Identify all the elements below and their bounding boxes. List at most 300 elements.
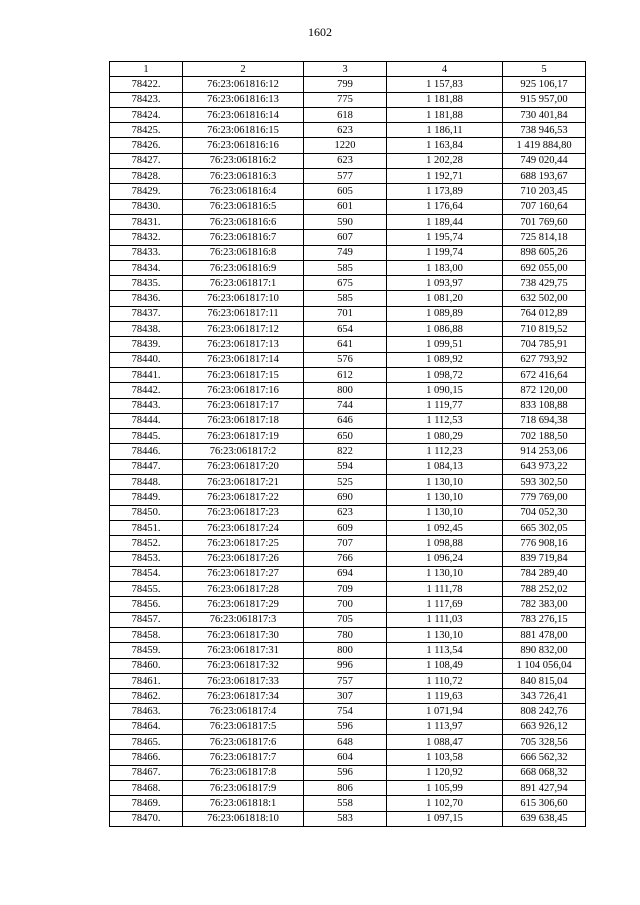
cadastral-number-cell: 76:23:061817:14: [183, 352, 304, 367]
table-row: [110, 383, 586, 398]
unit-value-cell: 1 130,10: [387, 505, 503, 520]
cadastral-value-cell: 639 638,45: [503, 811, 586, 826]
unit-value-cell: 1 092,45: [387, 520, 503, 535]
table-row: [110, 643, 586, 658]
table-row: [110, 77, 586, 92]
cadastral-number-cell: 76:23:061816:8: [183, 245, 304, 260]
table-row: [110, 704, 586, 719]
unit-value-cell: 1 120,92: [387, 765, 503, 780]
area-cell: 609: [304, 520, 387, 535]
area-cell: 694: [304, 566, 387, 581]
row-number-cell: 78441.: [110, 367, 183, 382]
column-header-5: 5: [503, 62, 586, 77]
row-number-cell: 78454.: [110, 566, 183, 581]
cadastral-value-cell: 1 104 056,04: [503, 658, 586, 673]
row-number-cell: 78464.: [110, 719, 183, 734]
unit-value-cell: 1 084,13: [387, 459, 503, 474]
row-number-cell: 78463.: [110, 704, 183, 719]
area-cell: 604: [304, 750, 387, 765]
unit-value-cell: 1 088,47: [387, 735, 503, 750]
unit-value-cell: 1 117,69: [387, 597, 503, 612]
cadastral-value-cell: 710 203,45: [503, 184, 586, 199]
cadastral-value-cell: 840 815,04: [503, 673, 586, 688]
row-number-cell: 78423.: [110, 92, 183, 107]
unit-value-cell: 1 186,11: [387, 123, 503, 138]
area-cell: 744: [304, 398, 387, 413]
cadastral-value-cell: 1 419 884,80: [503, 138, 586, 153]
table-row: [110, 444, 586, 459]
unit-value-cell: 1 097,15: [387, 811, 503, 826]
cadastral-number-cell: 76:23:061816:16: [183, 138, 304, 153]
unit-value-cell: 1 089,89: [387, 306, 503, 321]
cadastral-value-cell: 672 416,64: [503, 367, 586, 382]
unit-value-cell: 1 130,10: [387, 475, 503, 490]
row-number-cell: 78428.: [110, 169, 183, 184]
cadastral-number-cell: 76:23:061817:34: [183, 689, 304, 704]
cadastral-value-cell: 704 052,30: [503, 505, 586, 520]
cadastral-number-cell: 76:23:061817:9: [183, 780, 304, 795]
table-row: [110, 490, 586, 505]
cadastral-value-cell: 839 719,84: [503, 551, 586, 566]
unit-value-cell: 1 111,03: [387, 612, 503, 627]
cadastral-value-cell: 593 302,50: [503, 475, 586, 490]
row-number-cell: 78432.: [110, 230, 183, 245]
area-cell: 596: [304, 765, 387, 780]
unit-value-cell: 1 099,51: [387, 337, 503, 352]
row-number-cell: 78437.: [110, 306, 183, 321]
cadastral-value-table: [109, 61, 586, 827]
area-cell: 1220: [304, 138, 387, 153]
cadastral-value-cell: 710 819,52: [503, 322, 586, 337]
area-cell: 996: [304, 658, 387, 673]
cadastral-number-cell: 76:23:061817:12: [183, 322, 304, 337]
area-cell: 806: [304, 780, 387, 795]
cadastral-number-cell: 76:23:061817:21: [183, 475, 304, 490]
column-header-4: 4: [387, 62, 503, 77]
cadastral-number-cell: 76:23:061817:10: [183, 291, 304, 306]
area-cell: 607: [304, 230, 387, 245]
unit-value-cell: 1 189,44: [387, 214, 503, 229]
unit-value-cell: 1 112,53: [387, 413, 503, 428]
cadastral-number-cell: 76:23:061816:15: [183, 123, 304, 138]
unit-value-cell: 1 105,99: [387, 780, 503, 795]
cadastral-number-cell: 76:23:061817:1: [183, 276, 304, 291]
cadastral-value-cell: 898 605,26: [503, 245, 586, 260]
cadastral-number-cell: 76:23:061817:22: [183, 490, 304, 505]
area-cell: 675: [304, 276, 387, 291]
cadastral-number-cell: 76:23:061816:7: [183, 230, 304, 245]
row-number-cell: 78457.: [110, 612, 183, 627]
row-number-cell: 78459.: [110, 643, 183, 658]
area-cell: 648: [304, 735, 387, 750]
area-cell: 700: [304, 597, 387, 612]
area-cell: 766: [304, 551, 387, 566]
row-number-cell: 78451.: [110, 520, 183, 535]
area-cell: 641: [304, 337, 387, 352]
cadastral-value-cell: 782 383,00: [503, 597, 586, 612]
row-number-cell: 78424.: [110, 107, 183, 122]
table-row: [110, 796, 586, 811]
cadastral-value-cell: 779 769,00: [503, 490, 586, 505]
area-cell: 594: [304, 459, 387, 474]
cadastral-value-cell: 738 429,75: [503, 276, 586, 291]
unit-value-cell: 1 192,71: [387, 169, 503, 184]
unit-value-cell: 1 086,88: [387, 322, 503, 337]
cadastral-value-cell: 666 562,32: [503, 750, 586, 765]
table-row: [110, 780, 586, 795]
table-row: [110, 337, 586, 352]
row-number-cell: 78453.: [110, 551, 183, 566]
row-number-cell: 78439.: [110, 337, 183, 352]
area-cell: 601: [304, 199, 387, 214]
cadastral-number-cell: 76:23:061817:27: [183, 566, 304, 581]
cadastral-value-cell: 702 188,50: [503, 429, 586, 444]
unit-value-cell: 1 130,10: [387, 490, 503, 505]
area-cell: 612: [304, 367, 387, 382]
area-cell: 701: [304, 306, 387, 321]
table-row: [110, 214, 586, 229]
cadastral-number-cell: 76:23:061818:10: [183, 811, 304, 826]
unit-value-cell: 1 113,54: [387, 643, 503, 658]
row-number-cell: 78444.: [110, 413, 183, 428]
cadastral-value-cell: 925 106,17: [503, 77, 586, 92]
row-number-cell: 78427.: [110, 153, 183, 168]
table-row: [110, 413, 586, 428]
row-number-cell: 78467.: [110, 765, 183, 780]
table-header: [110, 62, 586, 77]
row-number-cell: 78446.: [110, 444, 183, 459]
table-row: [110, 245, 586, 260]
row-number-cell: 78465.: [110, 735, 183, 750]
unit-value-cell: 1 089,92: [387, 352, 503, 367]
cadastral-number-cell: 76:23:061816:2: [183, 153, 304, 168]
area-cell: 618: [304, 107, 387, 122]
table-row: [110, 719, 586, 734]
table-row: [110, 551, 586, 566]
cadastral-number-cell: 76:23:061817:17: [183, 398, 304, 413]
header-row: [110, 62, 586, 77]
cadastral-value-cell: 872 120,00: [503, 383, 586, 398]
cadastral-value-cell: 704 785,91: [503, 337, 586, 352]
table-row: [110, 429, 586, 444]
row-number-cell: 78466.: [110, 750, 183, 765]
cadastral-number-cell: 76:23:061817:7: [183, 750, 304, 765]
unit-value-cell: 1 111,78: [387, 582, 503, 597]
row-number-cell: 78458.: [110, 627, 183, 642]
row-number-cell: 78422.: [110, 77, 183, 92]
row-number-cell: 78426.: [110, 138, 183, 153]
cadastral-number-cell: 76:23:061817:31: [183, 643, 304, 658]
row-number-cell: 78429.: [110, 184, 183, 199]
cadastral-value-cell: 749 020,44: [503, 153, 586, 168]
unit-value-cell: 1 202,28: [387, 153, 503, 168]
table-row: [110, 673, 586, 688]
cadastral-value-cell: 707 160,64: [503, 199, 586, 214]
cadastral-number-cell: 76:23:061817:24: [183, 520, 304, 535]
row-number-cell: 78448.: [110, 475, 183, 490]
cadastral-value-cell: 776 908,16: [503, 536, 586, 551]
page-number: 1602: [308, 25, 332, 39]
row-number-cell: 78449.: [110, 490, 183, 505]
unit-value-cell: 1 130,10: [387, 566, 503, 581]
cadastral-value-cell: 784 289,40: [503, 566, 586, 581]
cadastral-number-cell: 76:23:061817:5: [183, 719, 304, 734]
table-row: [110, 306, 586, 321]
unit-value-cell: 1 098,72: [387, 367, 503, 382]
cadastral-number-cell: 76:23:061817:11: [183, 306, 304, 321]
unit-value-cell: 1 183,00: [387, 260, 503, 275]
cadastral-number-cell: 76:23:061817:4: [183, 704, 304, 719]
row-number-cell: 78469.: [110, 796, 183, 811]
area-cell: 650: [304, 429, 387, 444]
cadastral-number-cell: 76:23:061817:30: [183, 627, 304, 642]
cadastral-number-cell: 76:23:061817:29: [183, 597, 304, 612]
table-row: [110, 107, 586, 122]
area-cell: 749: [304, 245, 387, 260]
unit-value-cell: 1 103,58: [387, 750, 503, 765]
cadastral-number-cell: 76:23:061817:3: [183, 612, 304, 627]
unit-value-cell: 1 199,74: [387, 245, 503, 260]
unit-value-cell: 1 093,97: [387, 276, 503, 291]
cadastral-number-cell: 76:23:061816:4: [183, 184, 304, 199]
table-row: [110, 291, 586, 306]
area-cell: 623: [304, 153, 387, 168]
area-cell: 596: [304, 719, 387, 734]
column-header-1: 1: [110, 62, 183, 77]
area-cell: 654: [304, 322, 387, 337]
cadastral-number-cell: 76:23:061816:5: [183, 199, 304, 214]
cadastral-value-cell: 808 242,76: [503, 704, 586, 719]
cadastral-value-cell: 914 253,06: [503, 444, 586, 459]
cadastral-value-cell: 891 427,94: [503, 780, 586, 795]
row-number-cell: 78433.: [110, 245, 183, 260]
table-row: [110, 735, 586, 750]
unit-value-cell: 1 157,83: [387, 77, 503, 92]
area-cell: 705: [304, 612, 387, 627]
area-cell: 307: [304, 689, 387, 704]
table-row: [110, 750, 586, 765]
row-number-cell: 78445.: [110, 429, 183, 444]
cadastral-value-cell: 783 276,15: [503, 612, 586, 627]
table-row: [110, 352, 586, 367]
unit-value-cell: 1 173,89: [387, 184, 503, 199]
area-cell: 757: [304, 673, 387, 688]
table-row: [110, 92, 586, 107]
column-header-3: 3: [304, 62, 387, 77]
table-row: [110, 536, 586, 551]
unit-value-cell: 1 110,72: [387, 673, 503, 688]
cadastral-number-cell: 76:23:061817:20: [183, 459, 304, 474]
cadastral-number-cell: 76:23:061816:9: [183, 260, 304, 275]
cadastral-value-cell: 788 252,02: [503, 582, 586, 597]
cadastral-value-cell: 890 832,00: [503, 643, 586, 658]
cadastral-number-cell: 76:23:061816:6: [183, 214, 304, 229]
table-row: [110, 322, 586, 337]
row-number-cell: 78443.: [110, 398, 183, 413]
area-cell: 558: [304, 796, 387, 811]
cadastral-number-cell: 76:23:061816:13: [183, 92, 304, 107]
cadastral-value-cell: 725 814,18: [503, 230, 586, 245]
row-number-cell: 78462.: [110, 689, 183, 704]
table-row: [110, 459, 586, 474]
row-number-cell: 78434.: [110, 260, 183, 275]
table-row: [110, 612, 586, 627]
cadastral-number-cell: 76:23:061817:8: [183, 765, 304, 780]
unit-value-cell: 1 181,88: [387, 92, 503, 107]
cadastral-value-cell: 632 502,00: [503, 291, 586, 306]
table-row: [110, 566, 586, 581]
area-cell: 800: [304, 643, 387, 658]
cadastral-value-cell: 764 012,89: [503, 306, 586, 321]
area-cell: 780: [304, 627, 387, 642]
unit-value-cell: 1 098,88: [387, 536, 503, 551]
row-number-cell: 78450.: [110, 505, 183, 520]
cadastral-value-cell: 701 769,60: [503, 214, 586, 229]
cadastral-number-cell: 76:23:061817:15: [183, 367, 304, 382]
unit-value-cell: 1 081,20: [387, 291, 503, 306]
row-number-cell: 78442.: [110, 383, 183, 398]
cadastral-number-cell: 76:23:061817:26: [183, 551, 304, 566]
table-row: [110, 230, 586, 245]
unit-value-cell: 1 176,64: [387, 199, 503, 214]
unit-value-cell: 1 113,97: [387, 719, 503, 734]
cadastral-number-cell: 76:23:061817:16: [183, 383, 304, 398]
table-row: [110, 689, 586, 704]
row-number-cell: 78431.: [110, 214, 183, 229]
row-number-cell: 78456.: [110, 597, 183, 612]
unit-value-cell: 1 071,94: [387, 704, 503, 719]
table-row: [110, 184, 586, 199]
cadastral-value-cell: 692 055,00: [503, 260, 586, 275]
table-row: [110, 123, 586, 138]
unit-value-cell: 1 181,88: [387, 107, 503, 122]
cadastral-value-cell: 343 726,41: [503, 689, 586, 704]
cadastral-number-cell: 76:23:061817:33: [183, 673, 304, 688]
unit-value-cell: 1 195,74: [387, 230, 503, 245]
table-row: [110, 597, 586, 612]
row-number-cell: 78460.: [110, 658, 183, 673]
table-row: [110, 367, 586, 382]
area-cell: 590: [304, 214, 387, 229]
cadastral-value-cell: 668 068,32: [503, 765, 586, 780]
cadastral-value-cell: 730 401,84: [503, 107, 586, 122]
cadastral-value-cell: 615 306,60: [503, 796, 586, 811]
cadastral-value-cell: 643 973,22: [503, 459, 586, 474]
table-row: [110, 505, 586, 520]
cadastral-number-cell: 76:23:061817:28: [183, 582, 304, 597]
cadastral-value-cell: 881 478,00: [503, 627, 586, 642]
area-cell: 623: [304, 505, 387, 520]
cadastral-value-cell: 665 302,05: [503, 520, 586, 535]
cadastral-number-cell: 76:23:061816:3: [183, 169, 304, 184]
table-row: [110, 627, 586, 642]
table-row: [110, 582, 586, 597]
cadastral-value-cell: 718 694,38: [503, 413, 586, 428]
cadastral-number-cell: 76:23:061817:23: [183, 505, 304, 520]
cadastral-value-cell: 915 957,00: [503, 92, 586, 107]
area-cell: 605: [304, 184, 387, 199]
cadastral-number-cell: 76:23:061816:12: [183, 77, 304, 92]
table-row: [110, 765, 586, 780]
area-cell: 646: [304, 413, 387, 428]
table-row: [110, 276, 586, 291]
area-cell: 583: [304, 811, 387, 826]
row-number-cell: 78447.: [110, 459, 183, 474]
table-row: [110, 475, 586, 490]
unit-value-cell: 1 119,63: [387, 689, 503, 704]
area-cell: 585: [304, 291, 387, 306]
row-number-cell: 78452.: [110, 536, 183, 551]
table-row: [110, 811, 586, 826]
cadastral-value-cell: 705 328,56: [503, 735, 586, 750]
unit-value-cell: 1 080,29: [387, 429, 503, 444]
table-row: [110, 398, 586, 413]
row-number-cell: 78436.: [110, 291, 183, 306]
unit-value-cell: 1 112,23: [387, 444, 503, 459]
row-number-cell: 78461.: [110, 673, 183, 688]
row-number-cell: 78468.: [110, 780, 183, 795]
table-row: [110, 199, 586, 214]
unit-value-cell: 1 119,77: [387, 398, 503, 413]
cadastral-number-cell: 76:23:061817:19: [183, 429, 304, 444]
area-cell: 690: [304, 490, 387, 505]
table-row: [110, 153, 586, 168]
unit-value-cell: 1 108,49: [387, 658, 503, 673]
row-number-cell: 78430.: [110, 199, 183, 214]
cadastral-value-cell: 627 793,92: [503, 352, 586, 367]
area-cell: 822: [304, 444, 387, 459]
row-number-cell: 78470.: [110, 811, 183, 826]
cadastral-value-cell: 738 946,53: [503, 123, 586, 138]
table-row: [110, 169, 586, 184]
row-number-cell: 78440.: [110, 352, 183, 367]
cadastral-number-cell: 76:23:061816:14: [183, 107, 304, 122]
table-row: [110, 520, 586, 535]
column-header-2: 2: [183, 62, 304, 77]
unit-value-cell: 1 163,84: [387, 138, 503, 153]
unit-value-cell: 1 102,70: [387, 796, 503, 811]
area-cell: 709: [304, 582, 387, 597]
row-number-cell: 78435.: [110, 276, 183, 291]
unit-value-cell: 1 130,10: [387, 627, 503, 642]
unit-value-cell: 1 096,24: [387, 551, 503, 566]
table-row: [110, 658, 586, 673]
cadastral-number-cell: 76:23:061817:13: [183, 337, 304, 352]
row-number-cell: 78455.: [110, 582, 183, 597]
row-number-cell: 78425.: [110, 123, 183, 138]
cadastral-value-cell: 663 926,12: [503, 719, 586, 734]
area-cell: 800: [304, 383, 387, 398]
area-cell: 707: [304, 536, 387, 551]
cadastral-number-cell: 76:23:061817:25: [183, 536, 304, 551]
cadastral-number-cell: 76:23:061817:32: [183, 658, 304, 673]
unit-value-cell: 1 090,15: [387, 383, 503, 398]
table-body: [110, 77, 586, 827]
table-row: [110, 138, 586, 153]
table-row: [110, 260, 586, 275]
area-cell: 576: [304, 352, 387, 367]
area-cell: 799: [304, 77, 387, 92]
cadastral-value-cell: 833 108,88: [503, 398, 586, 413]
cadastral-number-cell: 76:23:061818:1: [183, 796, 304, 811]
area-cell: 775: [304, 92, 387, 107]
area-cell: 623: [304, 123, 387, 138]
cadastral-number-cell: 76:23:061817:6: [183, 735, 304, 750]
area-cell: 525: [304, 475, 387, 490]
cadastral-value-cell: 688 193,67: [503, 169, 586, 184]
row-number-cell: 78438.: [110, 322, 183, 337]
area-cell: 585: [304, 260, 387, 275]
